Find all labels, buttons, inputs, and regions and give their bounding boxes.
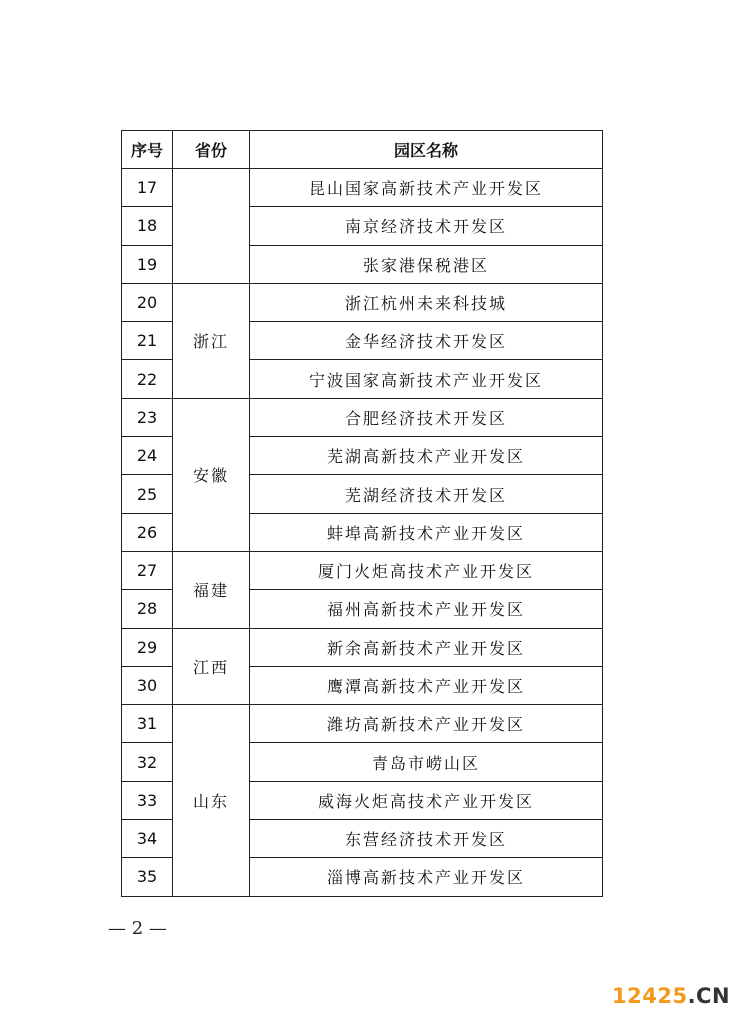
park-name-cell: 芜湖经济技术开发区 (250, 475, 603, 513)
header-park-name: 园区名称 (250, 131, 603, 169)
page-number: — 2 — (108, 918, 167, 939)
serial-no-cell: 22 (122, 360, 173, 398)
serial-no-cell: 18 (122, 207, 173, 245)
park-name-cell: 合肥经济技术开发区 (250, 398, 603, 436)
serial-no-cell: 34 (122, 820, 173, 858)
park-name-cell: 淄博高新技术产业开发区 (250, 858, 603, 896)
province-cell (173, 169, 250, 284)
province-cell: 江西 (173, 628, 250, 705)
table-row (122, 551, 603, 589)
watermark-tld: CN (696, 984, 730, 1008)
serial-no-cell: 25 (122, 475, 173, 513)
serial-no-cell: 27 (122, 551, 173, 589)
serial-no-cell: 23 (122, 398, 173, 436)
park-name-cell: 金华经济技术开发区 (250, 322, 603, 360)
header-serial-no: 序号 (122, 131, 173, 169)
watermark-number: 12425 (612, 984, 688, 1008)
table-row (122, 169, 603, 207)
park-name-cell: 蚌埠高新技术产业开发区 (250, 513, 603, 551)
serial-no-cell: 26 (122, 513, 173, 551)
park-name-cell: 芜湖高新技术产业开发区 (250, 437, 603, 475)
park-name-cell: 厦门火炬高技术产业开发区 (250, 551, 603, 589)
serial-no-cell: 31 (122, 705, 173, 743)
serial-no-cell: 29 (122, 628, 173, 666)
serial-no-cell: 21 (122, 322, 173, 360)
parks-table (121, 130, 603, 897)
province-cell: 浙江 (173, 283, 250, 398)
province-cell: 山东 (173, 705, 250, 896)
province-cell: 安徽 (173, 398, 250, 551)
park-name-cell: 宁波国家高新技术产业开发区 (250, 360, 603, 398)
park-name-cell: 张家港保税港区 (250, 245, 603, 283)
park-name-cell: 鹰潭高新技术产业开发区 (250, 666, 603, 704)
serial-no-cell: 19 (122, 245, 173, 283)
park-name-cell: 潍坊高新技术产业开发区 (250, 705, 603, 743)
table-header-row (122, 131, 603, 169)
watermark-dot: . (687, 984, 697, 1008)
serial-no-cell: 32 (122, 743, 173, 781)
park-name-cell: 东营经济技术开发区 (250, 820, 603, 858)
park-name-cell: 威海火炬高技术产业开发区 (250, 781, 603, 819)
province-cell: 福建 (173, 551, 250, 628)
site-watermark-logo (612, 984, 730, 1008)
park-name-cell: 青岛市崂山区 (250, 743, 603, 781)
park-name-cell: 昆山国家高新技术产业开发区 (250, 169, 603, 207)
park-name-cell: 新余高新技术产业开发区 (250, 628, 603, 666)
header-province: 省份 (173, 131, 250, 169)
park-name-cell: 福州高新技术产业开发区 (250, 590, 603, 628)
serial-no-cell: 24 (122, 437, 173, 475)
serial-no-cell: 30 (122, 666, 173, 704)
park-name-cell: 南京经济技术开发区 (250, 207, 603, 245)
serial-no-cell: 35 (122, 858, 173, 896)
serial-no-cell: 33 (122, 781, 173, 819)
table-row (122, 398, 603, 436)
table-row (122, 705, 603, 743)
serial-no-cell: 20 (122, 283, 173, 321)
table-row (122, 283, 603, 321)
park-name-cell: 浙江杭州未来科技城 (250, 283, 603, 321)
table-row (122, 628, 603, 666)
serial-no-cell: 28 (122, 590, 173, 628)
serial-no-cell: 17 (122, 169, 173, 207)
